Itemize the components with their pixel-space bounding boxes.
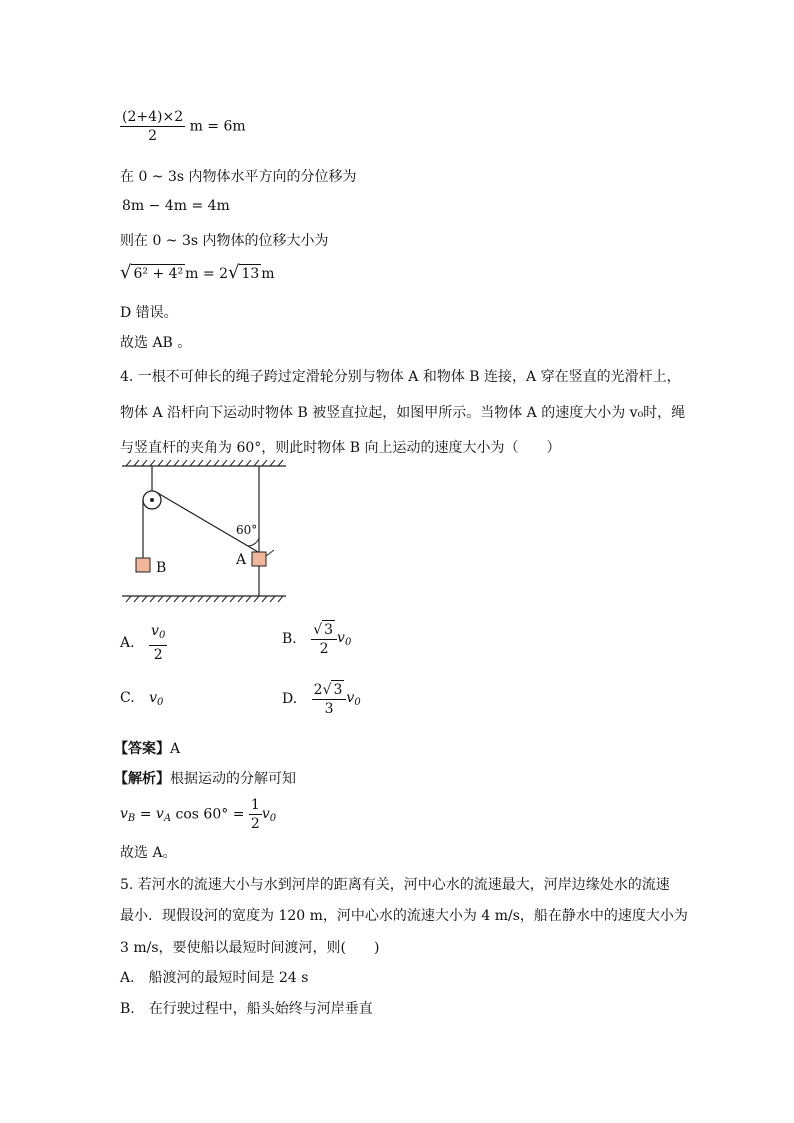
fraction-numerator: 1 [250,797,260,813]
angle-label: 60° [236,523,258,537]
analysis-tag: 【解析】 [114,771,170,787]
fraction [120,108,185,145]
v-0: $v_0$ [261,805,277,824]
answer-tag: 【答案】 [114,741,170,757]
option-letter: C. [120,690,135,706]
velocity: $v_0$ [149,690,164,708]
question-4-line-2: 物体 A 沿杆向下运动时物体 B 被竖直拉起，如图甲所示。当物体 A 的速度大小为 v₀时，绳 [120,405,686,421]
label-b: B [156,560,167,576]
option-d [282,680,361,718]
answer-line [114,738,180,758]
equation-horizontal-displacement: 8m − 4m = 4m [122,198,230,214]
radicand: 13 [241,266,260,282]
question-5-option-a: A. 船渡河的最短时间是 24 s [120,970,309,986]
ceiling-hatch [126,460,283,466]
radicand: 6² + 4² [133,266,184,282]
question-4-line-3: 与竖直杆的夹角为 60°，则此时物体 B 向上运动的速度大小为（ ） [120,440,561,456]
fraction-numerator: (2+4)×2 [122,109,184,125]
v-a: $v_A$ [155,805,172,824]
half-fraction [249,796,262,833]
block-a [252,552,266,566]
fraction-denominator: 2 [250,816,260,832]
floor-hatch [126,596,283,602]
option-d-fraction [312,680,347,718]
cos-term: cos 60° = [171,806,249,823]
fraction-denominator: 2 [148,128,158,144]
fraction-numerator: 2√ 3 [312,680,347,700]
conclusion-line: 故选 A。 [120,845,177,861]
question-4-line-1: 4. 一根不可伸长的绳子跨过定滑轮分别与物体 A 和物体 B 连接，A 穿在竖直的光滑杆上， [120,369,681,385]
equation-vertical-displacement [120,108,246,145]
option-letter: D. [282,691,298,707]
equation-total-displacement [120,262,275,283]
analysis-line [114,768,296,788]
analysis-equation [120,796,276,833]
question-5-line-1: 5. 若河水的流速大小与水到河岸的距离有关，河中心水的流速最大，河岸边缘处水的流速 [120,877,670,893]
question-5-option-b: B. 在行驶过程中，船头始终与河岸垂直 [120,1001,373,1017]
v-b: $v_B$ [120,805,136,824]
text-line: 在 0 ~ 3s 内物体水平方向的分位移为 [120,169,357,185]
equals: = [135,806,156,823]
fraction-numerator: √ 3 [311,620,337,640]
text-line: 故选 AB 。 [120,335,192,351]
option-letter: A. [120,635,135,651]
velocity: $v_0$ [337,630,352,648]
fraction-denominator: 3 [324,701,334,717]
pulley-diagram [118,460,318,610]
velocity: $v_0$ [346,690,361,708]
option-letter: B. [282,631,297,647]
radical-sign: √ [227,262,240,283]
unit: m [261,266,275,282]
answer-value: A [170,741,181,757]
equals: = 2 [198,266,228,282]
question-5-line-3: 3 m/s，要使船以最短时间渡河，则( ) [120,940,380,956]
radical-sign: √ [120,262,132,283]
pulley-axle [150,498,154,502]
option-b [282,620,351,658]
option-b-fraction [311,620,337,658]
block-a-tick [266,550,274,556]
equation-result: m = 6m [189,118,246,135]
text-line: D 错误。 [120,305,178,321]
fraction-denominator: 2 [319,641,329,657]
option-c [120,690,163,708]
angle-arc [248,538,259,546]
rope-to-a [156,492,258,552]
fraction-numerator: $v_0$ [149,622,167,646]
option-a-fraction [149,622,167,664]
question-5-line-2: 最小．现假设河的宽度为 120 m，河中心水的流速大小为 4 m/s，船在静水中的速度大小为 [120,908,688,924]
block-b [136,558,150,572]
label-a: A [236,552,247,568]
analysis-text: 根据运动的分解可知 [170,771,296,787]
option-a [120,622,167,664]
text-line: 则在 0 ~ 3s 内物体的位移大小为 [120,233,329,249]
unit: m [185,266,199,282]
fraction-denominator: 2 [153,647,163,663]
